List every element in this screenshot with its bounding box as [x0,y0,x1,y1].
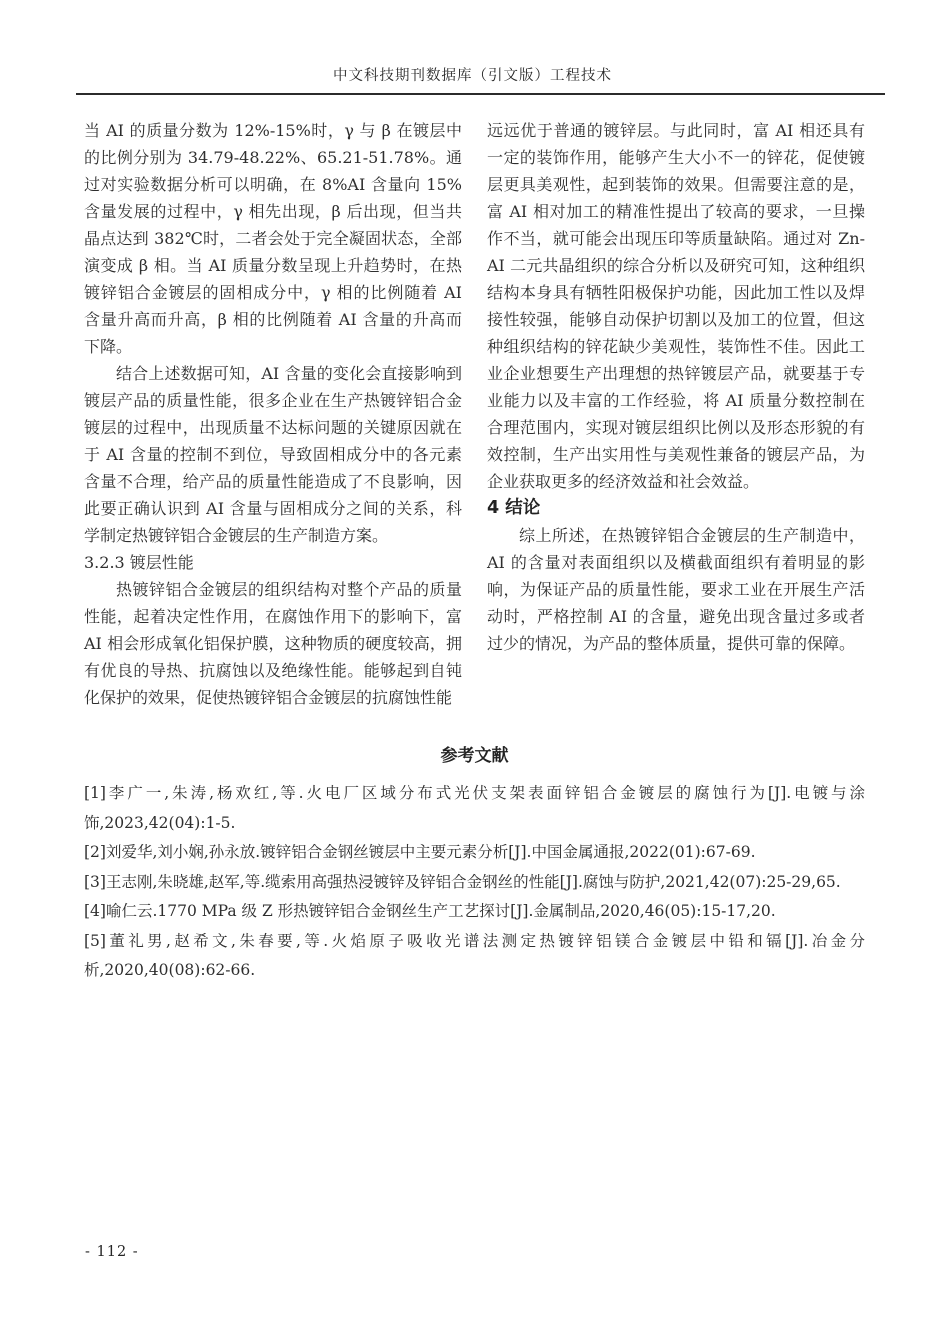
page-content [84,117,865,986]
header-rule [76,93,885,95]
paragraph-coating-performance: 热镀锌铝合金镀层的组织结构对整个产品的质量性能，起着决定性作用，在腐蚀作用下的影响下，富 AI 相会形成氧化铝保护膜，这种物质的硬度较高，拥有优良的导热、抗腐蚀以及绝缘性能。能够起到自钝化保护的效果，促使热镀锌铝合金镀层的抗腐蚀性能 [84,580,462,707]
left-column [84,117,462,711]
section-heading-conclusion: 4 结论 [487,498,541,518]
paragraph-conclusion: 综上所述，在热镀锌铝合金镀层的生产制造中，AI 的含量对表面组织以及横截面组织有着明显的影响，为保证产品的质量性能，要求工业在开展生产活动时，严格控制 AI 的含量，避免出现含量过多或者过少的情况，为产品的整体质量，提供可靠的保障。 [487,526,865,653]
reference-item-4: [4]喻仁云.1770 MPa 级 Z 形热镀锌铝合金钢丝生产工艺探讨[J].金属制品,2020,46(05):15-17,20. [84,902,776,920]
reference-item-1: [1]李广一,朱涛,杨欢红,等.火电厂区域分布式光伏支架表面锌铝合金镀层的腐蚀行为[J].电镀与涂饰,2023,42(04):1-5. [84,784,865,832]
reference-item-2: [2]刘爱华,刘小娴,孙永放.镀锌铝合金钢丝镀层中主要元素分析[J].中国金属通报,2022(01):67-69. [84,843,756,861]
references-heading: 参考文献 [440,746,509,766]
right-column [487,117,865,711]
references-list [84,779,865,986]
journal-header-title: 中文科技期刊数据库（引文版）工程技术 [333,68,612,84]
reference-item-5: [5]董礼男,赵希文,朱春要,等.火焰原子吸收光谱法测定热镀锌铝镁合金镀层中铅和镉[J].冶金分析,2020,40(08):62-66. [84,931,865,979]
subheading-3-2-3: 3.2.3 镀层性能 [84,553,194,572]
paragraph-summary: 结合上述数据可知，AI 含量的变化会直接影响到镀层产品的质量性能，很多企业在生产热镀锌铝合金镀层的过程中，出现质量不达标问题的关键原因就在于 AI 含量的控制不到位，导致固相成分中的各元素含量不合理，给产品的质量性能造成了不良影响，因此要正确认识到 AI 含量与固相成分之间的关系，科学制定热镀锌铝合金镀层的生产制造方案。 [84,364,462,545]
two-column-body [84,117,865,711]
footer-page-number: - 112 - [85,1244,139,1260]
paragraph-continuation-left: 当 AI 的质量分数为 12%-15%时，γ 与 β 在镀层中的比例分别为 34.79-48.22%、65.21-51.78%。通过对实验数据分析可以明确，在 8%AI 含量向 15%含量发展的过程中，γ 相先出现，β 后出现，但当共晶点达到 382℃时，二者会处于完全凝固状态，全部演变成 β 相。当 AI 质量分数呈现上升趋势时，在热镀锌铝合金镀层的固相成分中，γ 相的比例随着 AI 含量升高而升高，β 相的比例随着 AI 含量的升高而下降。 [84,121,462,356]
paragraph-continuation-right: 远远优于普通的镀锌层。与此同时，富 AI 相还具有一定的装饰作用，能够产生大小不一的锌花，促使镀层更具美观性，起到装饰的效果。但需要注意的是，富 AI 相对加工的精准性提出了较高的要求，一旦操作不当，就可能会出现压印等质量缺陷。通过对 Zn-AI 二元共晶组织的综合分析以及研究可知，这种组织结构本身具有牺牲阳极保护功能，因此加工性以及焊接性较强，能够自动保护切割以及加工的位置，但这种组织结构的锌花缺少美观性，装饰性不佳。因此工业企业想要生产出理想的热锌镀层产品，就要基于专业能力以及丰富的工作经验，将 AI 质量分数控制在合理范围内，实现对镀层组织比例以及形态形貌的有效控制，生产出实用性与美观性兼备的镀层产品，为企业获取更多的经济效益和社会效益。 [487,121,865,491]
reference-item-3: [3]王志刚,朱晓雄,赵军,等.缆索用高强热浸镀锌及锌铝合金钢丝的性能[J].腐蚀与防护,2021,42(07):25-29,65. [84,872,841,891]
